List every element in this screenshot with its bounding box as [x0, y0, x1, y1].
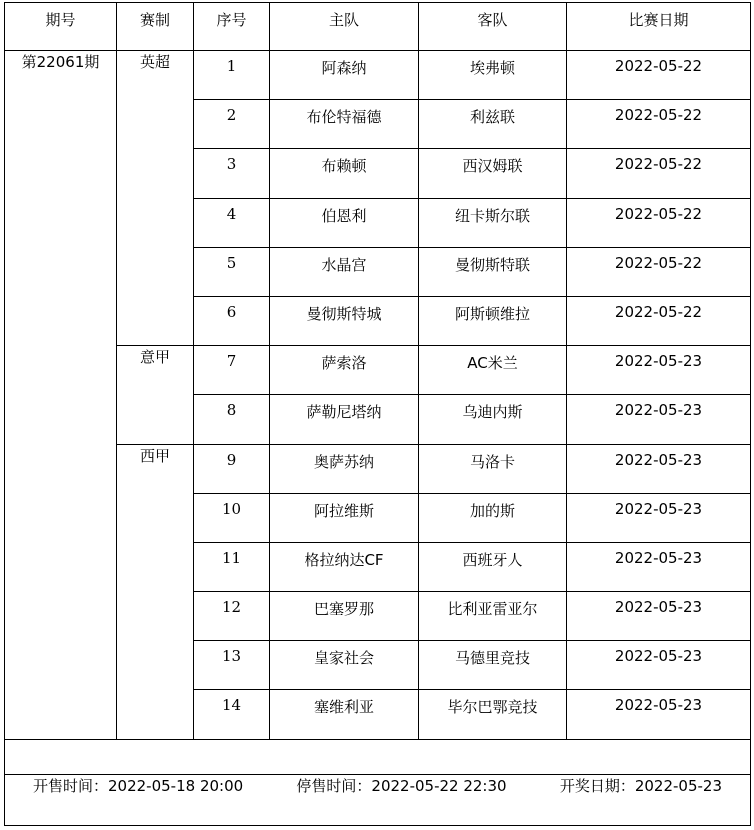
home-team: 曼彻斯特城	[270, 296, 419, 345]
blank-row	[5, 739, 751, 774]
row-number: 2	[194, 100, 270, 149]
header-match-date: 比赛日期	[567, 3, 751, 51]
match-date: 2022-05-23	[567, 346, 751, 395]
away-team: 加的斯	[419, 493, 567, 542]
home-team: 伯恩利	[270, 198, 419, 247]
away-team: 曼彻斯特联	[419, 247, 567, 296]
row-number: 14	[194, 690, 270, 739]
row-number: 1	[194, 51, 270, 100]
sale-start-time: 开售时间：2022-05-18 20:00	[33, 776, 244, 795]
away-team: 比利亚雷亚尔	[419, 592, 567, 641]
row-number: 7	[194, 346, 270, 395]
home-team: 布伦特福德	[270, 100, 419, 149]
home-team: 塞维利亚	[270, 690, 419, 739]
footer-cell	[5, 774, 751, 825]
table-row	[5, 444, 751, 493]
row-number: 4	[194, 198, 270, 247]
header-home-team: 主队	[270, 3, 419, 51]
league-cell-serie-a: 意甲	[117, 346, 194, 444]
home-team: 格拉纳达CF	[270, 542, 419, 591]
draw-date: 开奖日期：2022-05-23	[559, 776, 722, 795]
header-away-team: 客队	[419, 3, 567, 51]
match-date: 2022-05-23	[567, 690, 751, 739]
home-team: 皇家社会	[270, 641, 419, 690]
match-date: 2022-05-23	[567, 592, 751, 641]
match-date: 2022-05-22	[567, 149, 751, 198]
match-date: 2022-05-22	[567, 198, 751, 247]
row-number: 11	[194, 542, 270, 591]
away-team: 埃弗顿	[419, 51, 567, 100]
row-number: 6	[194, 296, 270, 345]
row-number: 5	[194, 247, 270, 296]
away-team: 乌迪内斯	[419, 395, 567, 444]
footer-row	[5, 774, 751, 825]
match-date: 2022-05-23	[567, 641, 751, 690]
home-team: 萨索洛	[270, 346, 419, 395]
row-number: 12	[194, 592, 270, 641]
match-date: 2022-05-22	[567, 296, 751, 345]
home-team: 萨勒尼塔纳	[270, 395, 419, 444]
match-date: 2022-05-22	[567, 247, 751, 296]
match-date: 2022-05-23	[567, 444, 751, 493]
away-team: 马洛卡	[419, 444, 567, 493]
table-row	[5, 51, 751, 100]
header-league: 赛制	[117, 3, 194, 51]
away-team: 利兹联	[419, 100, 567, 149]
period-cell: 第22061期	[5, 51, 117, 740]
away-team: 西汉姆联	[419, 149, 567, 198]
header-number: 序号	[194, 3, 270, 51]
row-number: 9	[194, 444, 270, 493]
match-date: 2022-05-22	[567, 100, 751, 149]
row-number: 10	[194, 493, 270, 542]
away-team: 阿斯顿维拉	[419, 296, 567, 345]
blank-cell	[5, 739, 751, 774]
match-date: 2022-05-23	[567, 493, 751, 542]
home-team: 阿森纳	[270, 51, 419, 100]
header-period: 期号	[5, 3, 117, 51]
away-team: AC米兰	[419, 346, 567, 395]
home-team: 水晶宫	[270, 247, 419, 296]
table-row	[5, 346, 751, 395]
home-team: 巴塞罗那	[270, 592, 419, 641]
row-number: 3	[194, 149, 270, 198]
match-date: 2022-05-22	[567, 51, 751, 100]
away-team: 纽卡斯尔联	[419, 198, 567, 247]
match-date: 2022-05-23	[567, 542, 751, 591]
home-team: 布赖顿	[270, 149, 419, 198]
away-team: 毕尔巴鄂竞技	[419, 690, 567, 739]
home-team: 奥萨苏纳	[270, 444, 419, 493]
match-date: 2022-05-23	[567, 395, 751, 444]
footer-info	[5, 775, 750, 796]
home-team: 阿拉维斯	[270, 493, 419, 542]
sale-stop-time: 停售时间：2022-05-22 22:30	[296, 776, 507, 795]
league-cell-epl: 英超	[117, 51, 194, 346]
away-team: 马德里竞技	[419, 641, 567, 690]
match-schedule-table	[4, 2, 751, 826]
league-cell-la-liga: 西甲	[117, 444, 194, 739]
row-number: 8	[194, 395, 270, 444]
away-team: 西班牙人	[419, 542, 567, 591]
row-number: 13	[194, 641, 270, 690]
header-row	[5, 3, 751, 51]
